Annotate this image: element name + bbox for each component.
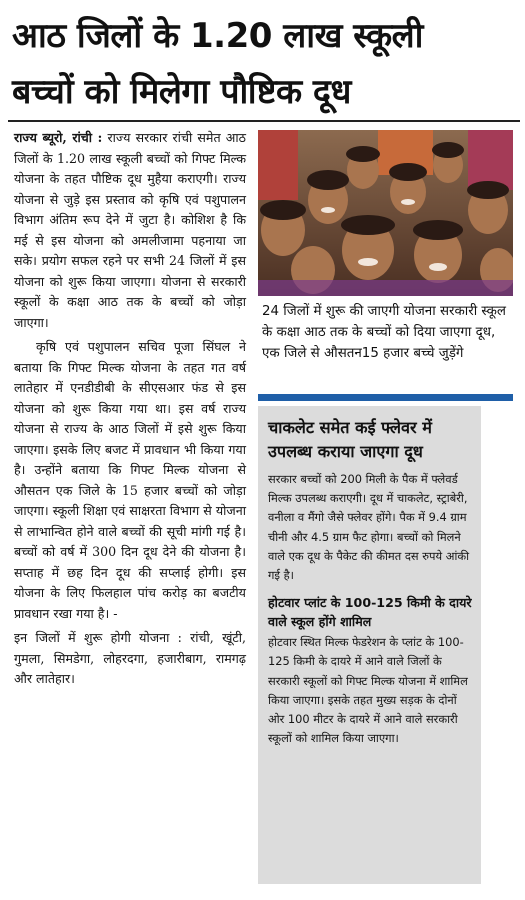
photo-caption: 24 जिलों में शुरू की जाएगी योजना सरकारी स्कूल के कक्षा आठ तक के बच्चों को दिया जाएगा दूध, एक जिले से औसतन15 हजार बच्चे जुड़ेंगे xyxy=(258,298,513,368)
children-photo xyxy=(258,130,513,296)
article-paragraph-2: कृषि एवं पशुपालन सचिव पूजा सिंघल ने बताया कि गिफ्ट मिल्क योजना के तहत गत वर्ष लातेहार में एनडीडीबी के सीएसआर फंड से इस योजना को शुरू किया गया था। इस वर्ष राज्य योजना से राज्य के आठ जिलों में इसे शुरू किया जाएगा। इसके लिए बजट में प्रावधान भी किया गया है। उन्होंने बताया कि गिफ्ट मिल्क योजना से औसतन एक जिले के 15 हजार बच्चों को जोड़ा जाएगा। स्कूली शिक्षा एवं साक्षरता विभाग से योजना से लाभान्वित होने वाले बच्चों की सूची मांगी गई है। बच्चों को वर्ष में 300 दिन दूध देने की योजना है। सप्ताह में छह दिन दूध की सप्लाई होगी। इस योजना के लिए फिलहाल पांच करोड़ का बजटीय प्रावधान रखा गया है। - xyxy=(14,339,246,621)
sidebar-box xyxy=(258,406,481,884)
headline-rule xyxy=(8,120,520,122)
byline: राज्य ब्यूरो, रांची : xyxy=(14,130,103,145)
headline-line-1: आठ जिलों के 1.20 लाख स्कूली xyxy=(12,16,423,56)
headline xyxy=(12,8,512,120)
article-paragraph-1-text: राज्य सरकार रांची समेत आठ जिलों के 1.20 लाख स्कूली बच्चों को गिफ्ट मिल्क योजना के तहत पौष्टिक दूध मुहैया कराएगी। राज्य योजना से जुड़े इस प्रस्ताव को कृषि एवं पशुपालन विभाग अंतिम रूप देने में जुटा है। कोशिश है कि मई से इस योजना को अमलीजामा पहनाया जा सके। प्रयोग सफल रहने पर सभी 24 जिलों में इस योजना को शुरू किया जाएगा। योजना से सरकारी स्कूलों के कक्षा आठ तक के बच्चों को जोड़ा जाएगा। xyxy=(14,130,246,330)
children-photo-image xyxy=(258,130,513,296)
box-subheading: होटवार प्लांट के 100-125 किमी के दायरे वाले स्कूल होंगे शामिल xyxy=(268,595,472,630)
headline-line-2: बच्चों को मिलेगा पौष्टिक दूध xyxy=(12,72,351,112)
box-paragraph-2: होटवार स्थित मिल्क फेडरेशन के प्लांट के 100-125 किमी के दायरे में आने वाले जिलों के सरकारी स्कूलों को गिफ्ट मिल्क योजना में शामिल किया जाएगा। इसके तहत मुख्य सड़क के दोनों ओर 100 मीटर के दायरे में आने वाले सरकारी स्कूलों को शामिल किया जाएगा। xyxy=(268,635,468,746)
article-paragraph-1 xyxy=(14,128,246,333)
box-paragraph-1: सरकार बच्चों को 200 मिली के पैक में फ्लेवर्ड मिल्क उपलब्ध कराएगी। दूध में चाकलेट, स्ट्राबेरी, वनीला व मैंगो जैसे फ्लेवर होंगे। पैक में 9.4 ग्राम चीनी और 4.5 ग्राम फैट होगा। बच्चों को मिलने वाले एक दूध के पैकेट की कीमत दस रुपये आंकी गई है। xyxy=(268,472,470,583)
box-heading: चाकलेट समेत कई फ्लेवर में उपलब्ध कराया जाएगा दूध xyxy=(268,418,432,461)
caption-bar xyxy=(258,394,513,401)
article-body xyxy=(14,128,246,694)
article-paragraph-3: इन जिलों में शुरू होगी योजना : रांची, खूंटी, गुमला, सिमडेगा, लोहरदगा, हजारीबाग, रामगढ़ और लातेहार। xyxy=(14,630,246,686)
